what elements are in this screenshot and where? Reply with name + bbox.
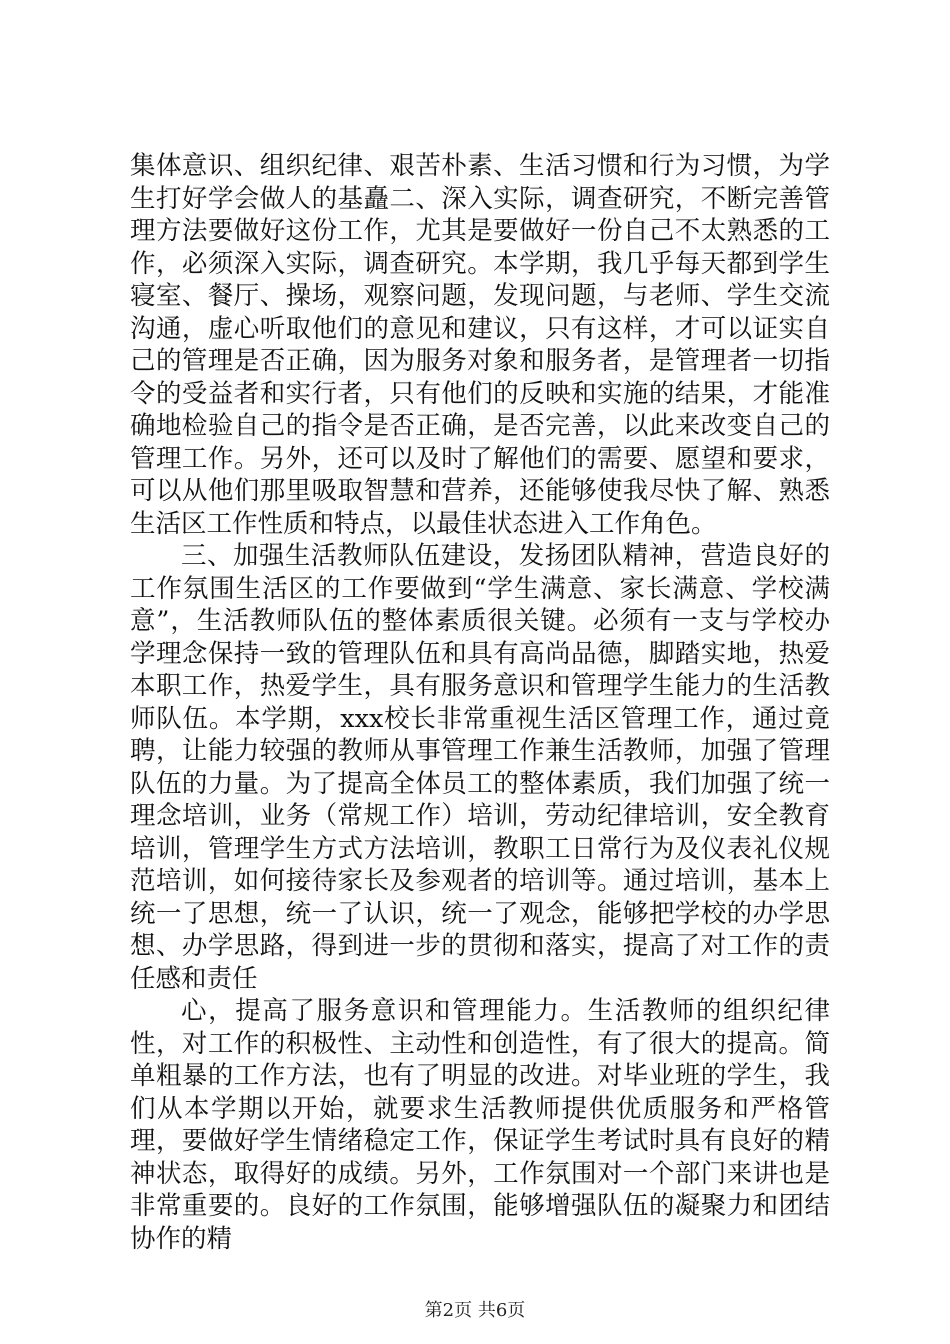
paragraph: 三、加强生活教师队伍建设，发扬团队精神，营造良好的工作氛围生活区的工作要做到“学生满意、家长满意、学校满意”，生活教师队伍的整体素质很关键。必须有一支与学校办学理念保持一致的管理队伍和具有高尚品德，脚踏实地，热爱本职工作，热爱学生，具有服务意识和管理学生能力的生活教师队伍。本学期，xxx校长非常重视生活区管理工作，通过竟聘，让能力较强的教师从事管理工作兼生活教师，加强了管理队伍的力量。为了提高全体员工的整体素质，我们加强了统一理念培训，业务（常规工作）培训，劳动纪律培训，安全教育培训，管理学生方式方法培训，教职工日常行为及仪表礼仪规范培训，如何接待家长及参观者的培训等。通过培训，基本上统一了思想，统一了认识，统一了观念，能够把学校的办学思想、办学思路，得到进一步的贯彻和落实，提高了对工作的责任感和责任 — [130, 541, 830, 994]
document-body — [130, 150, 830, 1255]
page-number-footer: 第2页 共6页 — [424, 1300, 526, 1321]
paragraph: 心，提高了服务意识和管理能力。生活教师的组织纪律性，对工作的积极性、主动性和创造性，有了很大的提高。简单粗暴的工作方法，也有了明显的改进。对毕业班的学生，我们从本学期以开始，就要求生活教师提供优质服务和严格管理，要做好学生情绪稳定工作，保证学生考试时具有良好的精神状态，取得好的成绩。另外，工作氛围对一个部门来讲也是非常重要的。良好的工作氛围，能够增强队伍的凝聚力和团结协作的精 — [130, 996, 830, 1254]
paragraph: 集体意识、组织纪律、艰苦朴素、生活习惯和行为习惯，为学生打好学会做人的基矗二、深入实际，调查研究，不断完善管理方法要做好这份工作，尤其是要做好一份自己不太熟悉的工作，必须深入实际，调查研究。本学期，我几乎每天都到学生寝室、餐厅、操场，观察问题，发现问题，与老师、学生交流沟通，虚心听取他们的意见和建议，只有这样，才可以证实自己的管理是否正确，因为服务对象和服务者，是管理者一切指令的受益者和实行者，只有他们的反映和实施的结果，才能准确地检验自己的指令是否正确，是否完善，以此来改变自己的管理工作。另外，还可以及时了解他们的需要、愿望和要求，可以从他们那里吸取智慧和营养，还能够使我尽快了解、熟悉生活区工作性质和特点，以最佳状态进入工作角色。 — [130, 151, 830, 539]
